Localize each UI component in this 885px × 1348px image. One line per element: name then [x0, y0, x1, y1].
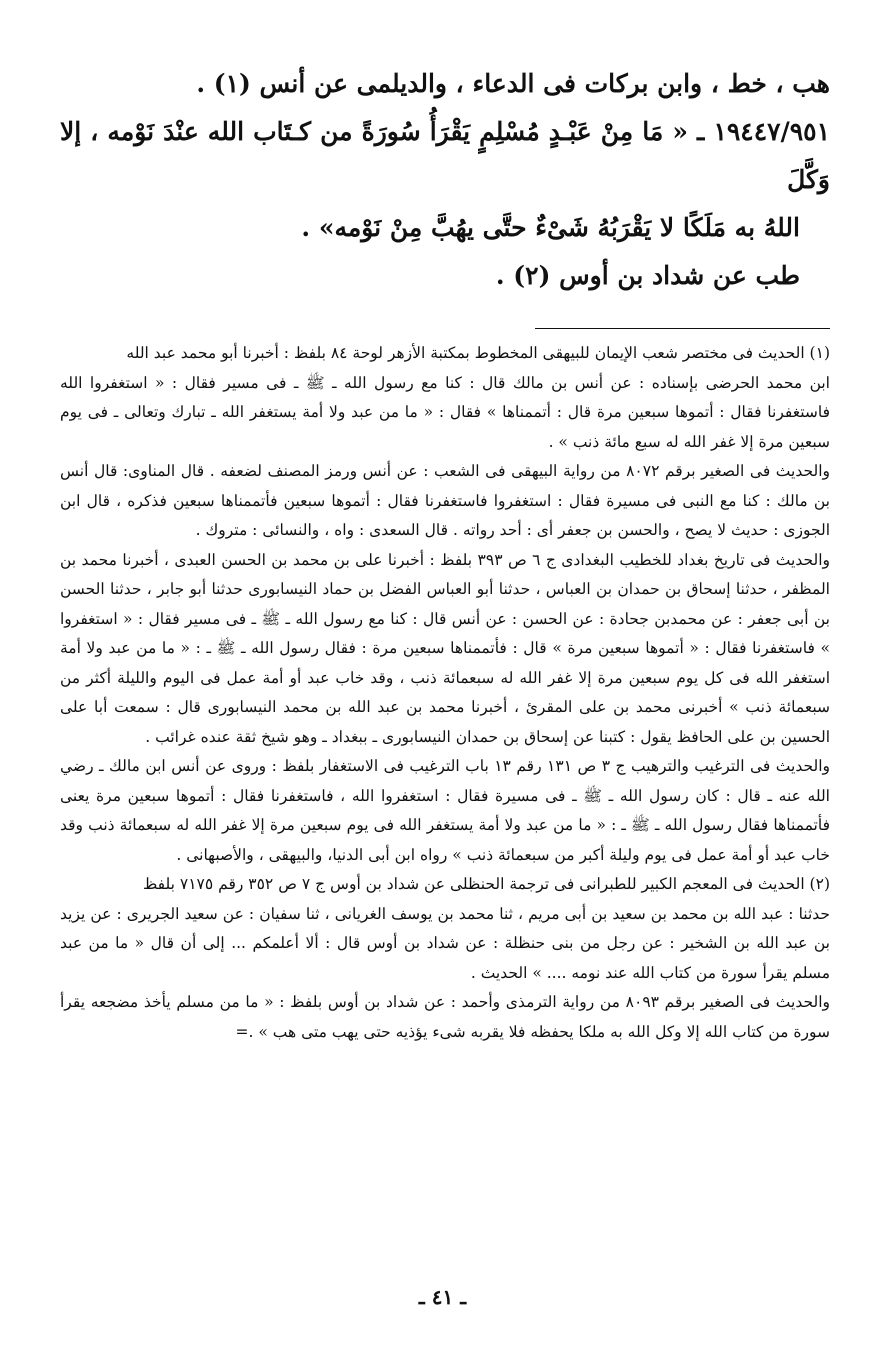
footnote-2-paragraph-2: والحديث فى الصغير برقم ٨٠٩٣ من رواية الترمذى وأحمد : عن شداد بن أوس بلفظ : « ما من مسلم يأخذ مضجعه يقرأ سورة من كتاب الله إلا وكل الله به ملكا يحفظه فلا يقربه شىء يؤذيه حتى يهب متى هب » .= — [60, 993, 830, 1041]
footnote-2-heading: (٢) الحديث فى المعجم الكبير للطبرانى فى ترجمة الحنظلى عن شداد بن أوس ج ٧ ص ٣٥٢ رقم ٧١٧٥ بلفظ — [142, 875, 830, 893]
footnote-1-heading: (١) الحديث فى مختصر شعب الإيمان للبيهقى المخطوط بمكتبة الأزهر لوحة ٨٤ بلفظ : أخبرنا أبو محمد عبد الله — [126, 344, 830, 362]
page — [60, 60, 830, 1047]
hadith-source-line: هب ، خط ، وابن بركات فى الدعاء ، والديلمى عن أنس (١) . — [196, 69, 830, 98]
hadith-text-line: ١٩٤٤٧/٩٥١ ـ « مَا مِنْ عَبْـدٍ مُسْلِمٍ يَقْرَأُ سُورَةً من كـتَاب الله عنْدَ نَوْمه ، إلا وَكَّلَ — [60, 117, 830, 194]
footnote-2-text: حدثنا : عبد الله بن محمد بن سعيد بن أبى مريم ، ثنا محمد بن يوسف الغريانى ، ثنا سفيان : عن سعيد الجريرى : عن يزيد بن عبد الله بن الشخير : عن رجل من بنى حنظلة : عن شداد بن أوس قال : ألا أعلمكم ... إلى أن قال « ما من عبد مسلم يقرأ سورة من كتاب الله عند نومه .... » الحديث . — [60, 904, 830, 982]
footnote-1-paragraph-3: والحديث فى تاريخ بغداد للخطيب البغدادى ج ٦ ص ٣٩٣ بلفظ : أخبرنا على بن محمد بن الحسن العبدى ، أخبرنا محمد بن المظفر ، حدثنا إسحاق بن حمدان بن العباس ، حدثنا أبو العباس الفضل بن حماد النيسابورى حدثنا أبو جابر ، حدثنا الحسن بن أبى جعفر : عن محمدبن جحادة : عن الحسن : عن أنس قال : كنا مع رسول الله ـ ﷺ ـ فى مسير فقال : « استغفروا » فاستغفرنا فقال : « أتموها سبعين مرة » قال : فأتممناها سبعين مرة : فقال رسول الله ـ ﷺ ـ : « ما من عبد ولا أمة استغفر الله فى كل يوم سبعين مرة إلا غفر الله له سبعمائة ذنب ، وقد خاب عبد أو أمة عمل فى اليوم والليلة أكثر من سبعمائة ذنب » أخبرنى محمد بن على المقرئ ، أخبرنا محمد بن عبد الله بن محمد النيسابورى قال : سمعت أبا على الحسين بن على الحافظ يقول : كتبنا عن إسحاق بن حمدان النيسابورى ـ ببغداد ـ وهو شيخ ثقة عنده غرائب . — [60, 550, 830, 746]
footnote-separator — [535, 328, 830, 329]
hadith-text-continuation: اللهُ به مَلَكًا لا يَقْرَبُهُ شَىْءٌ حتَّى يهُبَّ مِنْ نَوْمه» . — [301, 213, 800, 242]
page-number: ـ ٤١ ـ — [418, 1285, 467, 1309]
footnote-1-text: ابن محمد الحرضى بإسناده : عن أنس بن مالك قال : كنا مع رسول الله ـ ﷺ ـ فى مسير فقال : « استغفروا الله فاستغفرنا فقال : أتموها سبعين مرة قال : أتممناها » فقال : « ما من عبد ولا أمة يستغفر الله ـ تبارك وتعالى ـ فى يوم سبعين مرة إلا غفر الله له سبع مائة ذنب » . — [60, 373, 830, 451]
main-text — [60, 60, 830, 300]
footnote-1-paragraph-4: والحديث فى الترغيب والترهيب ج ٣ ص ١٣١ رقم ١٣ باب الترغيب فى الاستغفار بلفظ : وروى عن أنس ابن مالك ـ رضي الله عنه ـ قال : كان رسول الله ـ ﷺ ـ فى مسيرة فقال : استغفروا الله ، فاستغفرنا فقال : أتموها سبعين مرة يعنى فأتممناها فقال رسول الله ـ ﷺ ـ : « ما من عبد ولا أمة يستغفر الله فى يوم سبعين مرة إلا غفر الله له سبعمائة ذنب وقد خاب عبد أو أمة عمل فى يوم وليلة أكبر من سبعمائة ذنب » رواه ابن أبى الدنيا، والبيهقى ، والأصبهانى . — [60, 757, 830, 864]
footnotes — [60, 339, 830, 1047]
hadith-attribution: طب عن شداد بن أوس (٢) . — [495, 261, 800, 290]
footnote-1-paragraph-2: والحديث فى الصغير برقم ٨٠٧٢ من رواية البيهقى فى الشعب : عن أنس ورمز المصنف لضعفه . قال المناوى: قال أنس بن مالك : كنا مع النبى فى مسيرة فقال : استغفروا فاستغفرنا فقال : أتموها سبعين فأتممناها سبعين فذكره ، قال ابن الجوزى : حديث لا يصح ، والحسن بن جعفر أى : أحد رواته . قال السعدى : واه ، والنسائى : متروك . — [60, 462, 830, 539]
